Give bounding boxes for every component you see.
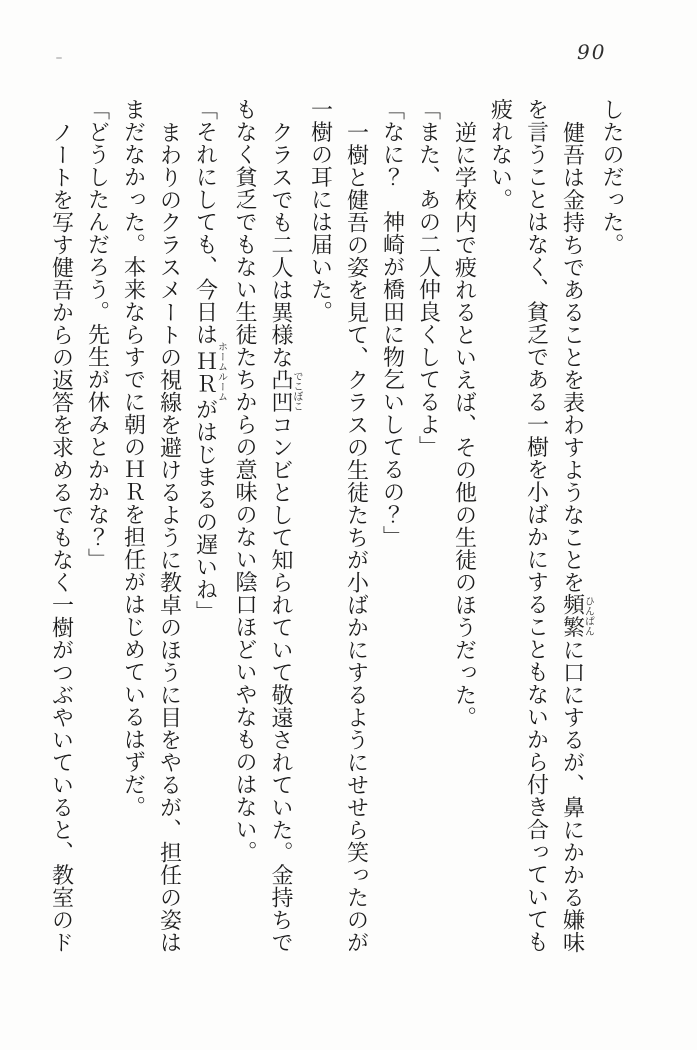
text-column-7: 「なに？ 神崎が橋田に物乞いしてるの？」	[379, 98, 405, 548]
text-column-14: まだなかった。本来ならすでに朝のＨＲを担任がはじめているはずだ。	[120, 98, 146, 818]
text-column-2: 健吾は金持ちであることを表わすようなことを頻繁ひんぱんに口にするが、鼻にかかる嫌味	[559, 120, 594, 953]
text-column-9: 一樹の耳には届いた。	[307, 98, 333, 323]
text-column-1: したのだった。	[599, 98, 624, 256]
text-column-15: 「どうしたんだろう。先生が休みとかかな？」	[84, 98, 110, 571]
text-column-10: クラスでも二人は異様な凸凹でこぼこコンビとして知られていて敬遠されていた。金持ちで	[268, 120, 302, 953]
text-column-16: ノートを写す健吾からの返答を求めるでもなく一樹がつぶやいていると、教室のド	[48, 120, 74, 953]
text-column-8: 一樹と健吾の姿を見て、クラスの生徒たちが小ばかにするようにせせら笑ったのが	[343, 120, 369, 953]
text-column-5: 逆に学校内で疲れるといえば、その他の生徒のほうだった。	[451, 120, 477, 728]
text-column-12: 「それにしても、今日はＨＲホームルームがはじまるの遅いね」	[192, 98, 227, 623]
furigana-annotated-text: 凸凹でこぼこ	[268, 368, 302, 413]
text-column-13: まわりのクラスメートの視線を避けるように教卓のほうに目をやるが、担任の姿は	[156, 120, 182, 953]
furigana-annotated-text: 頻繁ひんぱん	[559, 593, 594, 638]
text-columns	[43, 98, 630, 962]
text-column-4: 疲れない。	[487, 98, 513, 211]
text-column-6: 「また、あの二人仲良くしてるよ」	[415, 98, 441, 458]
text-column-3: を言うことはなく、貧乏である一樹を小ばかにすることもないから付き合っていても	[523, 98, 549, 953]
text-column-11: もなく貧乏でもない生徒たちからの意味のない陰口ほどいやなものはない。	[232, 98, 257, 863]
scan-speck	[56, 57, 62, 59]
page-number: 90	[577, 40, 607, 64]
furigana-annotated-text: ＨＲホームルーム	[192, 341, 227, 402]
